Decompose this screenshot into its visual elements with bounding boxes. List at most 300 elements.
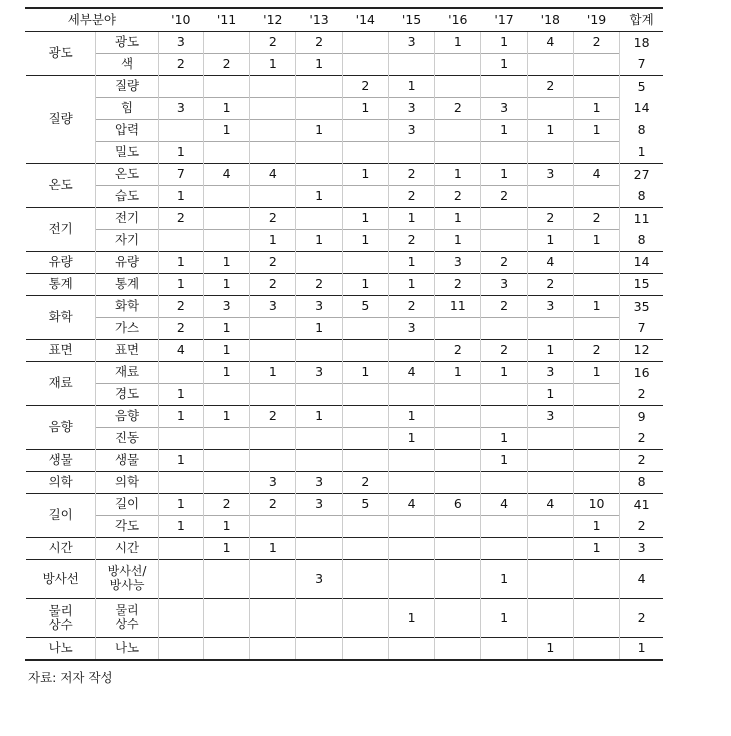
value-cell: 2 <box>158 208 203 230</box>
value-cell <box>527 142 573 164</box>
value-cell: 1 <box>158 142 203 164</box>
value-cell <box>573 186 619 208</box>
value-cell: 2 <box>203 54 249 76</box>
value-cell <box>342 318 388 340</box>
table-row <box>26 208 664 230</box>
value-cell <box>342 120 388 142</box>
value-cell: 1 <box>296 186 342 208</box>
major-field-cell: 길이 <box>26 494 96 538</box>
value-cell <box>481 76 527 98</box>
value-cell <box>296 208 342 230</box>
table-row <box>26 186 664 208</box>
value-cell <box>388 538 434 560</box>
value-cell: 3 <box>158 32 203 54</box>
value-cell <box>342 186 388 208</box>
value-cell: 3 <box>296 362 342 384</box>
value-cell: 3 <box>388 32 434 54</box>
table-row <box>26 120 664 142</box>
value-cell: 1 <box>342 164 388 186</box>
table-row <box>26 252 664 274</box>
value-cell <box>573 384 619 406</box>
value-cell <box>250 599 296 638</box>
table-row <box>26 32 664 54</box>
total-cell: 2 <box>620 450 663 472</box>
sub-field-cell: 온도 <box>96 164 158 186</box>
table-row <box>26 560 664 599</box>
total-cell: 8 <box>620 472 663 494</box>
value-cell: 1 <box>573 296 619 318</box>
header-year: '10 <box>158 8 203 32</box>
value-cell: 1 <box>250 362 296 384</box>
value-cell: 1 <box>342 230 388 252</box>
sub-field-cell: 방사선/ 방사능 <box>96 560 158 599</box>
header-field: 세부분야 <box>26 8 159 32</box>
value-cell <box>388 142 434 164</box>
value-cell <box>388 472 434 494</box>
value-cell: 2 <box>158 318 203 340</box>
value-cell: 1 <box>435 32 481 54</box>
value-cell <box>388 54 434 76</box>
header-year: '16 <box>435 8 481 32</box>
value-cell: 1 <box>481 164 527 186</box>
sub-field-cell: 물리 상수 <box>96 599 158 638</box>
value-cell <box>203 428 249 450</box>
value-cell: 3 <box>250 296 296 318</box>
value-cell: 3 <box>296 560 342 599</box>
value-cell <box>250 516 296 538</box>
table-row <box>26 362 664 384</box>
total-cell: 35 <box>620 296 663 318</box>
value-cell: 3 <box>250 472 296 494</box>
value-cell: 1 <box>481 599 527 638</box>
sub-field-cell: 의학 <box>96 472 158 494</box>
value-cell: 5 <box>342 296 388 318</box>
total-cell: 2 <box>620 428 663 450</box>
sub-field-cell: 재료 <box>96 362 158 384</box>
sub-field-cell: 음향 <box>96 406 158 428</box>
sub-field-cell: 광도 <box>96 32 158 54</box>
value-cell <box>573 599 619 638</box>
value-cell: 2 <box>388 296 434 318</box>
value-cell: 3 <box>481 98 527 120</box>
value-cell: 2 <box>250 406 296 428</box>
value-cell: 1 <box>296 120 342 142</box>
header-row <box>26 8 664 32</box>
header-year: '14 <box>342 8 388 32</box>
value-cell: 1 <box>203 340 249 362</box>
table-row <box>26 230 664 252</box>
table-row <box>26 274 664 296</box>
value-cell: 3 <box>203 296 249 318</box>
value-cell <box>296 98 342 120</box>
value-cell: 1 <box>203 516 249 538</box>
major-field-cell: 재료 <box>26 362 96 406</box>
value-cell <box>481 230 527 252</box>
value-cell: 2 <box>527 76 573 98</box>
value-cell <box>342 560 388 599</box>
value-cell <box>203 472 249 494</box>
value-cell: 1 <box>203 98 249 120</box>
value-cell <box>296 538 342 560</box>
value-cell <box>435 76 481 98</box>
value-cell <box>527 186 573 208</box>
value-cell: 5 <box>342 494 388 516</box>
sub-field-cell: 가스 <box>96 318 158 340</box>
value-cell: 1 <box>435 362 481 384</box>
value-cell <box>158 120 203 142</box>
value-cell <box>481 538 527 560</box>
value-cell <box>481 142 527 164</box>
value-cell <box>342 638 388 661</box>
value-cell: 1 <box>158 406 203 428</box>
value-cell <box>573 76 619 98</box>
sub-field-cell: 색 <box>96 54 158 76</box>
value-cell <box>342 340 388 362</box>
value-cell: 2 <box>435 98 481 120</box>
value-cell: 1 <box>481 560 527 599</box>
value-cell <box>203 638 249 661</box>
value-cell: 1 <box>388 428 434 450</box>
value-cell <box>158 472 203 494</box>
value-cell <box>296 142 342 164</box>
table-row <box>26 516 664 538</box>
value-cell: 2 <box>435 186 481 208</box>
value-cell: 2 <box>342 76 388 98</box>
value-cell <box>342 252 388 274</box>
value-cell: 2 <box>250 274 296 296</box>
value-cell: 1 <box>158 252 203 274</box>
value-cell: 1 <box>527 638 573 661</box>
value-cell: 3 <box>435 252 481 274</box>
value-cell <box>342 599 388 638</box>
value-cell: 1 <box>388 274 434 296</box>
value-cell <box>435 142 481 164</box>
major-field-cell: 방사선 <box>26 560 96 599</box>
value-cell: 10 <box>573 494 619 516</box>
value-cell: 3 <box>527 406 573 428</box>
table-row <box>26 538 664 560</box>
value-cell <box>388 560 434 599</box>
value-cell <box>203 599 249 638</box>
value-cell: 6 <box>435 494 481 516</box>
value-cell <box>573 318 619 340</box>
sub-field-cell: 길이 <box>96 494 158 516</box>
value-cell: 4 <box>203 164 249 186</box>
total-cell: 16 <box>620 362 663 384</box>
value-cell: 2 <box>527 274 573 296</box>
value-cell: 1 <box>481 428 527 450</box>
value-cell: 1 <box>203 538 249 560</box>
value-cell <box>527 560 573 599</box>
value-cell <box>527 450 573 472</box>
value-cell: 1 <box>296 406 342 428</box>
sub-field-cell: 진동 <box>96 428 158 450</box>
value-cell <box>250 638 296 661</box>
value-cell <box>296 252 342 274</box>
sub-field-cell: 경도 <box>96 384 158 406</box>
value-cell <box>573 638 619 661</box>
value-cell <box>527 472 573 494</box>
table-row <box>26 599 664 638</box>
value-cell: 1 <box>203 274 249 296</box>
value-cell <box>250 120 296 142</box>
value-cell: 2 <box>158 296 203 318</box>
value-cell: 4 <box>573 164 619 186</box>
value-cell: 1 <box>527 340 573 362</box>
value-cell <box>250 450 296 472</box>
value-cell: 1 <box>573 98 619 120</box>
major-field-cell: 생물 <box>26 450 96 472</box>
value-cell <box>435 560 481 599</box>
value-cell <box>342 538 388 560</box>
value-cell: 3 <box>388 318 434 340</box>
value-cell <box>573 274 619 296</box>
value-cell: 2 <box>573 208 619 230</box>
table-row <box>26 638 664 661</box>
value-cell: 2 <box>296 32 342 54</box>
total-cell: 14 <box>620 98 663 120</box>
value-cell <box>573 472 619 494</box>
sub-field-cell: 생물 <box>96 450 158 472</box>
value-cell: 1 <box>435 208 481 230</box>
value-cell: 2 <box>573 32 619 54</box>
value-cell: 3 <box>388 98 434 120</box>
value-cell <box>435 472 481 494</box>
sub-field-cell: 화학 <box>96 296 158 318</box>
table-body <box>26 32 664 661</box>
total-cell: 2 <box>620 516 663 538</box>
value-cell <box>435 428 481 450</box>
value-cell: 1 <box>296 318 342 340</box>
value-cell: 4 <box>527 252 573 274</box>
value-cell: 1 <box>481 450 527 472</box>
value-cell: 4 <box>527 494 573 516</box>
value-cell: 2 <box>388 164 434 186</box>
sub-field-cell: 전기 <box>96 208 158 230</box>
value-cell <box>527 318 573 340</box>
table-row <box>26 428 664 450</box>
value-cell: 1 <box>573 538 619 560</box>
total-cell: 27 <box>620 164 663 186</box>
sub-field-cell: 자기 <box>96 230 158 252</box>
value-cell: 1 <box>435 164 481 186</box>
value-cell: 1 <box>203 406 249 428</box>
value-cell: 1 <box>342 362 388 384</box>
value-cell <box>388 516 434 538</box>
major-field-cell: 표면 <box>26 340 96 362</box>
value-cell: 7 <box>158 164 203 186</box>
value-cell: 2 <box>481 340 527 362</box>
value-cell <box>435 538 481 560</box>
value-cell: 2 <box>158 54 203 76</box>
table-row <box>26 494 664 516</box>
sub-field-cell: 나노 <box>96 638 158 661</box>
value-cell <box>296 164 342 186</box>
header-year: '17 <box>481 8 527 32</box>
major-field-cell: 광도 <box>26 32 96 76</box>
value-cell <box>527 428 573 450</box>
major-field-cell: 화학 <box>26 296 96 340</box>
value-cell: 1 <box>481 32 527 54</box>
value-cell: 2 <box>250 494 296 516</box>
value-cell <box>435 120 481 142</box>
major-field-cell: 음향 <box>26 406 96 450</box>
table-row <box>26 142 664 164</box>
table-row <box>26 450 664 472</box>
total-cell: 8 <box>620 120 663 142</box>
value-cell: 1 <box>481 120 527 142</box>
value-cell <box>203 384 249 406</box>
value-cell <box>250 142 296 164</box>
value-cell: 3 <box>527 362 573 384</box>
value-cell: 1 <box>342 208 388 230</box>
value-cell: 2 <box>481 296 527 318</box>
total-cell: 11 <box>620 208 663 230</box>
value-cell: 1 <box>388 252 434 274</box>
value-cell: 1 <box>435 230 481 252</box>
value-cell <box>481 472 527 494</box>
value-cell: 3 <box>296 494 342 516</box>
value-cell <box>435 54 481 76</box>
total-cell: 4 <box>620 560 663 599</box>
value-cell: 2 <box>435 274 481 296</box>
value-cell: 2 <box>296 274 342 296</box>
value-cell <box>481 384 527 406</box>
value-cell <box>250 560 296 599</box>
major-field-cell: 물리 상수 <box>26 599 96 638</box>
value-cell <box>573 406 619 428</box>
value-cell <box>527 54 573 76</box>
value-cell: 2 <box>435 340 481 362</box>
value-cell: 1 <box>158 186 203 208</box>
total-cell: 14 <box>620 252 663 274</box>
header-year: '15 <box>388 8 434 32</box>
value-cell: 1 <box>250 230 296 252</box>
value-cell: 3 <box>296 296 342 318</box>
value-cell: 3 <box>158 98 203 120</box>
value-cell <box>250 76 296 98</box>
value-cell: 1 <box>158 384 203 406</box>
value-cell: 1 <box>203 120 249 142</box>
value-cell: 4 <box>481 494 527 516</box>
value-cell <box>573 142 619 164</box>
value-cell <box>342 450 388 472</box>
value-cell <box>296 516 342 538</box>
sub-field-cell: 질량 <box>96 76 158 98</box>
value-cell <box>158 538 203 560</box>
value-cell: 2 <box>481 252 527 274</box>
table-row <box>26 76 664 98</box>
value-cell <box>296 428 342 450</box>
total-cell: 5 <box>620 76 663 98</box>
value-cell: 2 <box>250 32 296 54</box>
sub-field-cell: 각도 <box>96 516 158 538</box>
value-cell <box>435 450 481 472</box>
value-cell: 4 <box>158 340 203 362</box>
value-cell <box>158 599 203 638</box>
header-year: '18 <box>527 8 573 32</box>
value-cell <box>250 318 296 340</box>
value-cell <box>158 638 203 661</box>
value-cell <box>573 560 619 599</box>
total-cell: 8 <box>620 230 663 252</box>
value-cell: 2 <box>250 208 296 230</box>
major-field-cell: 질량 <box>26 76 96 164</box>
header-total: 합계 <box>620 8 663 32</box>
sub-field-cell: 유량 <box>96 252 158 274</box>
value-cell <box>342 142 388 164</box>
value-cell: 2 <box>573 340 619 362</box>
value-cell: 1 <box>481 362 527 384</box>
total-cell: 8 <box>620 186 663 208</box>
value-cell <box>250 98 296 120</box>
value-cell <box>296 450 342 472</box>
value-cell <box>342 516 388 538</box>
value-cell <box>573 450 619 472</box>
major-field-cell: 나노 <box>26 638 96 661</box>
value-cell: 1 <box>388 76 434 98</box>
value-cell <box>388 638 434 661</box>
value-cell: 2 <box>388 186 434 208</box>
data-table <box>25 7 663 661</box>
sub-field-cell: 힘 <box>96 98 158 120</box>
value-cell: 1 <box>573 120 619 142</box>
major-field-cell: 통계 <box>26 274 96 296</box>
value-cell: 1 <box>388 599 434 638</box>
major-field-cell: 전기 <box>26 208 96 252</box>
total-cell: 15 <box>620 274 663 296</box>
total-cell: 18 <box>620 32 663 54</box>
value-cell: 1 <box>573 362 619 384</box>
value-cell <box>435 406 481 428</box>
value-cell: 1 <box>296 230 342 252</box>
value-cell: 4 <box>388 362 434 384</box>
table-row <box>26 406 664 428</box>
value-cell: 3 <box>527 164 573 186</box>
value-cell <box>388 384 434 406</box>
total-cell: 9 <box>620 406 663 428</box>
value-cell: 3 <box>296 472 342 494</box>
value-cell: 1 <box>158 274 203 296</box>
major-field-cell: 유량 <box>26 252 96 274</box>
value-cell <box>342 428 388 450</box>
value-cell <box>481 208 527 230</box>
value-cell: 1 <box>388 208 434 230</box>
value-cell: 4 <box>388 494 434 516</box>
value-cell <box>203 186 249 208</box>
value-cell <box>250 384 296 406</box>
major-field-cell: 시간 <box>26 538 96 560</box>
value-cell <box>481 638 527 661</box>
value-cell <box>573 428 619 450</box>
value-cell <box>573 252 619 274</box>
value-cell <box>573 54 619 76</box>
sub-field-cell: 통계 <box>96 274 158 296</box>
value-cell <box>342 54 388 76</box>
value-cell: 1 <box>250 54 296 76</box>
table-row <box>26 472 664 494</box>
value-cell: 4 <box>527 32 573 54</box>
value-cell <box>435 384 481 406</box>
table-row <box>26 296 664 318</box>
total-cell: 2 <box>620 384 663 406</box>
value-cell <box>296 638 342 661</box>
value-cell <box>481 406 527 428</box>
value-cell: 1 <box>527 120 573 142</box>
value-cell <box>527 599 573 638</box>
value-cell: 1 <box>158 516 203 538</box>
value-cell <box>481 516 527 538</box>
